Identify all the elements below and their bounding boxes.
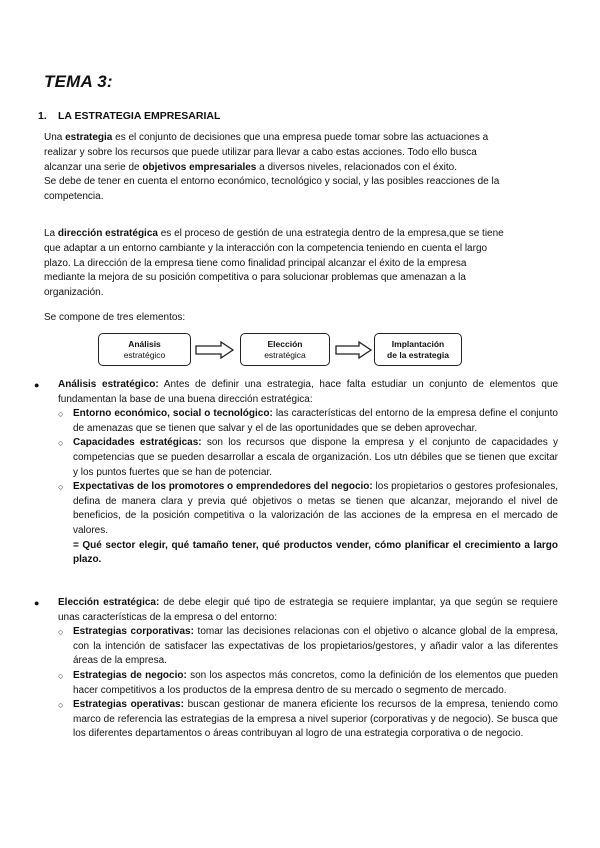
text-span: las características del entorno de la empresa define el conjunto de amenazas que se tienen que salvar y el de las oportunidades que se deben aprovechar. xyxy=(73,408,558,434)
sub-item xyxy=(58,625,558,669)
arrow-right-icon xyxy=(195,341,235,359)
list-item-eleccion xyxy=(34,596,558,742)
bullet-icon: ● xyxy=(34,380,40,390)
text-span: los propietarios o gestores profesionales, defina de manera clara y previa qué objetivos o metas se tienen que alcanzar, mejorando el nivel de beneficios, de la posición competitiva o la valorización de las acciones de la empresa en el mercado de valores. xyxy=(73,481,558,536)
bold-term: Estrategias corporativas: xyxy=(73,626,194,638)
text-span: son los aspectos más concretos, como la definición de los elementos que pueden hacer competitivos a los productos de la empresa dentro de su mercado o segmento de mercado. xyxy=(73,669,558,696)
box-label-line2: de la estrategia xyxy=(387,349,449,360)
text-span: a diversos niveles, relacionados con el éxito. xyxy=(256,161,458,173)
list-item-analisis xyxy=(34,378,558,568)
bold-term: Análisis estratégico: xyxy=(58,379,159,390)
bold-term: Capacidades estratégicas: xyxy=(73,437,202,449)
text-span: Antes de definir una estrategia, hace falta estudiar un conjunto de elementos que fundamentan la base de una buena dirección estratégica: xyxy=(58,379,559,405)
page-title: TEMA 3: xyxy=(44,72,113,91)
paragraph-estrategia xyxy=(44,131,514,205)
diagram-box-eleccion xyxy=(240,333,330,366)
section-number: 1. xyxy=(38,110,47,122)
sub-item xyxy=(58,698,558,742)
paragraph-elements-intro: Se compone de tres elementos: xyxy=(44,312,186,323)
diagram-box-analisis xyxy=(98,333,191,366)
text-span: tomar las decisiones relacionas con el objetivo o alcance global de la empresa, con la intención de satisfacer las expectativas de los propietarios/gestores, y añadir valor a las diferentes áreas de la empresa. xyxy=(73,626,558,667)
sub-item-text xyxy=(73,480,558,538)
text-span: son los recursos que dispone la empresa y el conjunto de capacidades y competencias que se pueden desarrollar a escala de organización. Los utn débiles que se tienen que excitar y los puntos fuertes que se han de potenciar. xyxy=(73,437,559,478)
conclusion-text: = Qué sector elegir, qué tamaño tener, qué productos vender, cómo planificar el crecimiento a largo plazo. xyxy=(73,539,558,566)
text-span: buscan gestionar de manera eficiente los recursos de la empresa, teniendo como marco de referencia las estrategias de la empresa a nivel superior (corporativas y de negocio). Se busca que los diferentes departamentos o áreas contribuyan al logro de una estrategia corporativa o de negocio. xyxy=(73,699,558,740)
bold-term: estrategia xyxy=(65,132,113,143)
bold-term: Entorno económico, social o tecnológico: xyxy=(73,408,273,420)
process-diagram xyxy=(98,333,464,368)
circle-bullet-icon: ○ xyxy=(58,700,64,711)
box-label-line1: Implantación xyxy=(391,338,445,349)
arrow-right-icon xyxy=(335,341,373,359)
diagram-box-implantacion xyxy=(374,333,462,366)
bold-term: dirección estratégica xyxy=(57,228,158,239)
list-item-text xyxy=(58,596,558,625)
sub-item xyxy=(58,669,558,698)
sub-item-text xyxy=(73,436,558,480)
text-span: de debe elegir qué tipo de estrategia se requiere implantar, ya que según se requiere unas características de la empresa o del entorno: xyxy=(58,597,558,623)
bold-term: objetivos empresariales xyxy=(142,161,257,173)
sub-item xyxy=(58,407,558,436)
box-label-line1: Análisis xyxy=(128,338,161,349)
bullet-icon: ● xyxy=(34,598,40,608)
sub-item xyxy=(58,436,558,480)
section-title: LA ESTRATEGIA EMPRESARIAL xyxy=(58,110,221,122)
sub-item-text xyxy=(73,669,558,698)
sub-item-text xyxy=(73,625,558,669)
sub-item-text xyxy=(73,407,558,436)
section-heading xyxy=(38,110,220,122)
bold-term: Estrategias de negocio: xyxy=(73,669,187,681)
circle-bullet-icon: ○ xyxy=(58,627,64,638)
text-span: Una xyxy=(44,132,66,143)
circle-bullet-icon: ○ xyxy=(58,438,64,449)
text-span: es el proceso de gestión de una estrategia dentro de la empresa,que se tiene que adaptar a un entorno cambiante y la interacción con la competencia teniendo en cuenta el largo plazo. La dirección de la empresa tiene como finalidad principal alcanzar el éxito de la empresa mediante la mejora de su posición competitiva o para solucionar problemas que amenazan a la organización. xyxy=(44,228,504,299)
box-label-line1: Elección xyxy=(267,338,303,349)
text-span: La xyxy=(44,228,58,239)
bold-term: Estrategias operativas: xyxy=(73,699,184,711)
sub-item xyxy=(58,480,558,538)
list-item-text xyxy=(58,378,558,407)
sub-item-text xyxy=(73,698,558,742)
text-span: es el conjunto de decisiones que una empresa puede tomar sobre las actuaciones a realizar y sobre los recursos que puede utilizar para llevar a cabo estas acciones. Todo ello busca alcanzar una serie de xyxy=(44,132,489,173)
bold-term: Elección estratégica: xyxy=(58,597,160,608)
circle-bullet-icon: ○ xyxy=(58,482,64,493)
paragraph-direccion xyxy=(44,227,506,301)
box-label-line2: estratégico xyxy=(123,349,166,360)
text-span: Se debe de tener en cuenta el entorno económico, tecnológico y social, y las posibles reacciones de la competencia. xyxy=(44,176,500,203)
bold-term: Expectativas de los promotores o emprendedores del negocio: xyxy=(73,481,373,493)
box-label-line2: estratégica xyxy=(264,349,306,360)
circle-bullet-icon: ○ xyxy=(58,409,64,420)
circle-bullet-icon: ○ xyxy=(58,670,64,681)
